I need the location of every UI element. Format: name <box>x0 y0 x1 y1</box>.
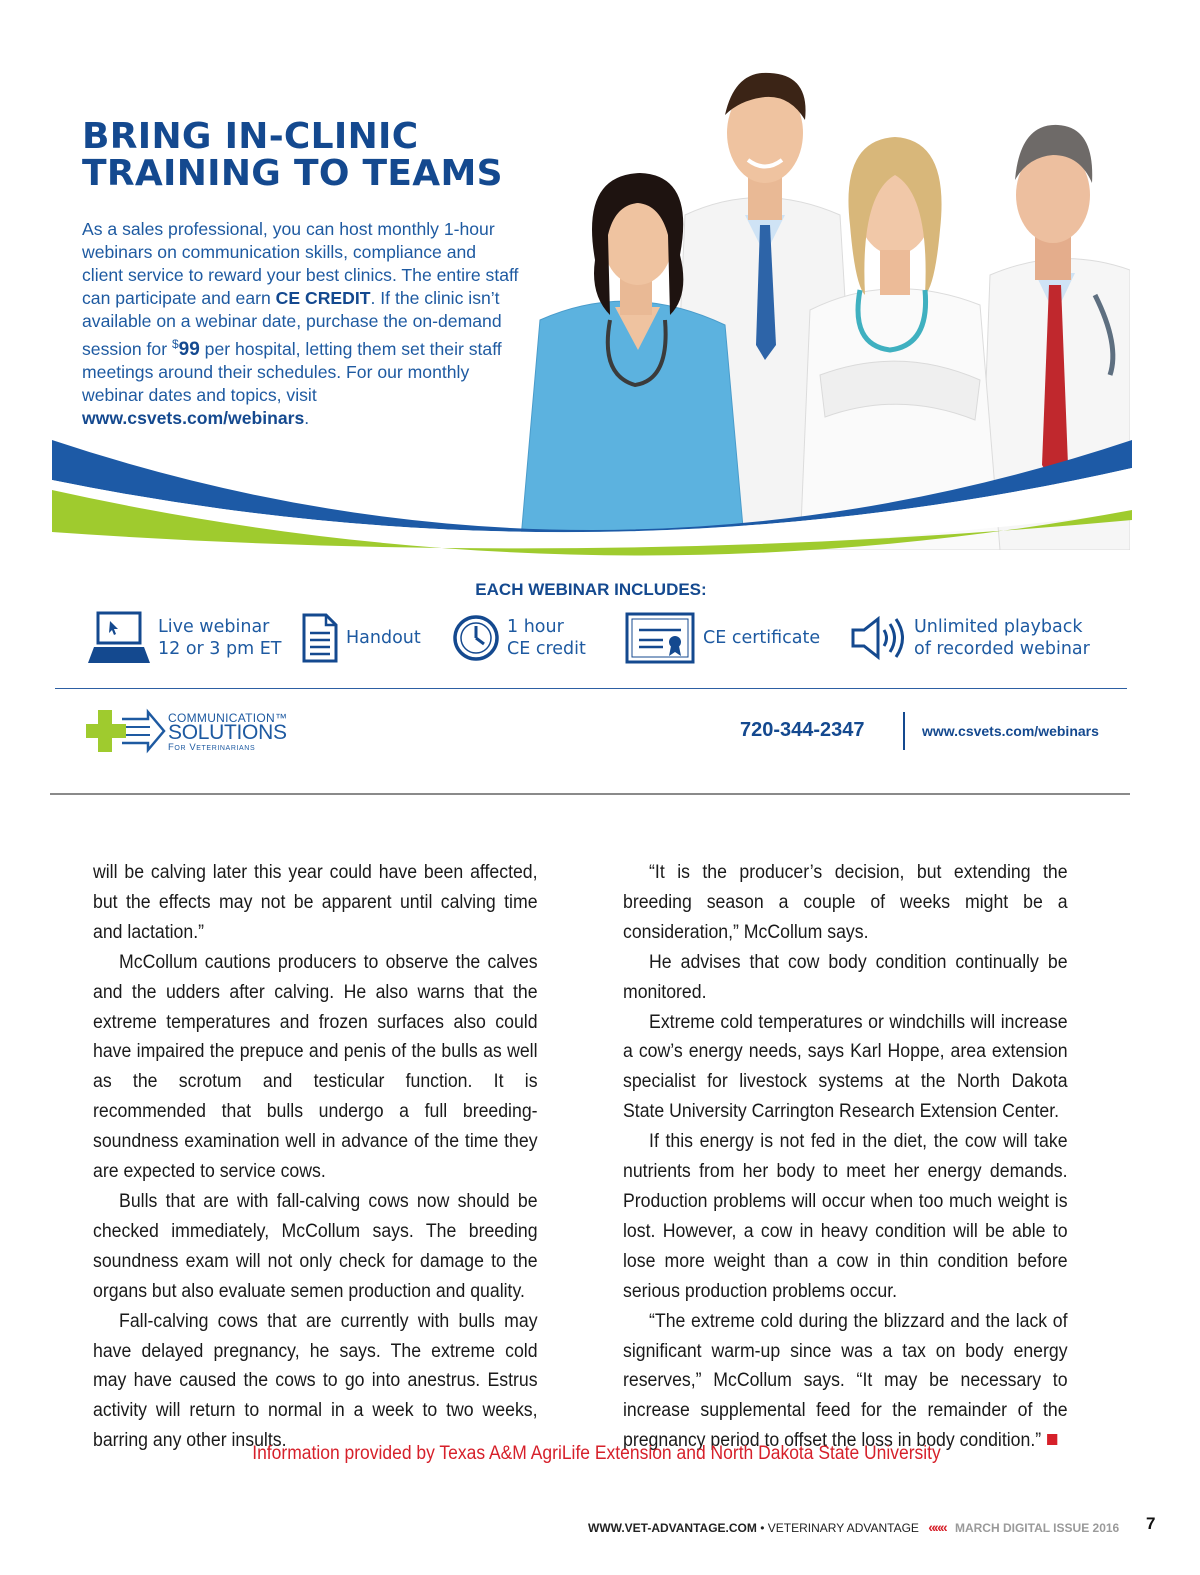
feature-playback-line2: of recorded webinar <box>914 639 1090 659</box>
feature-unlimited-playback <box>850 608 1090 668</box>
ad-body-part1: As a sales professional, you can host monthly 1-hour webinars on communication skills, compliance and client service to reward your best clinics. The entire staff can participate and earn <box>82 219 519 308</box>
contact-divider <box>903 712 905 750</box>
decorative-swoosh <box>52 420 1132 580</box>
ad-phone-number[interactable]: 720-344-2347 <box>740 719 865 741</box>
ad-body-part3: per hospital, letting them set their staff meetings around their schedules. For our monthly webinar dates and topics, visit <box>82 338 502 405</box>
feature-live-webinar <box>88 608 281 668</box>
price-symbol: $ <box>171 337 179 351</box>
article-paragraph-last-text: “The extreme cold during the blizzard and the lack of significant warm-up since was a tax on body energy reserves,” McCollum says. “It may be necessary to increase supplemental feed for the remainder of the pregnancy period to offset the loss in body condition.” <box>623 1310 1068 1452</box>
article-paragraph: If this energy is not fed in the diet, the cow will take nutrients from her body to meet her energy demands. Production problems will occur when too much weight is lost. However, a cow in heavy condition will be able to lose more weight than a cow in thin condition before serious production problems occur. <box>623 1131 1068 1302</box>
ad-website-link[interactable]: www.csvets.com/webinars <box>922 723 1099 739</box>
feature-ce-certificate <box>625 608 820 668</box>
ad-headline-line1: BRING IN-CLINIC <box>82 116 419 157</box>
feature-handout-label: Handout <box>346 628 421 648</box>
ad-body-text <box>82 218 522 430</box>
feature-live-webinar-line2: 12 or 3 pm ET <box>158 639 282 659</box>
page-footer <box>588 1519 1119 1535</box>
ad-headline-line2: TRAINING TO TEAMS <box>82 153 503 194</box>
logo-text-veterinarians: For Veterinarians <box>168 742 256 753</box>
article-column-right <box>623 858 1068 1456</box>
ad-body-end: . <box>304 407 310 428</box>
includes-heading: EACH WEBINAR INCLUDES: <box>475 580 707 599</box>
footer-site[interactable]: WWW.VET-ADVANTAGE.COM <box>588 1521 757 1535</box>
article-column-left <box>93 858 538 1456</box>
logo-text-communication: COMMUNICATION™ <box>168 711 288 725</box>
certificate-icon <box>625 612 695 664</box>
feature-ce-credit-line1: 1 hour <box>507 617 564 637</box>
article-paragraph: Fall-calving cows that are currently with bulls may have delayed pregnancy, he says. The extreme cold may have caused the cows to go into anestrus. Estrus activity will return to normal in a week to two weeks, barring any other insults. <box>93 1310 538 1452</box>
plus-arrow-logo-icon <box>86 706 166 756</box>
source-credit: Information provided by Texas A&M AgriLife Extension and North Dakota State University <box>252 1443 941 1464</box>
speaker-icon <box>850 615 906 661</box>
article-paragraph: He advises that cow body condition continually be monitored. <box>623 951 1068 1003</box>
feature-handout <box>302 608 421 668</box>
article-paragraph: Extreme cold temperatures or windchills will increase a cow’s energy needs, says Karl Hoppe, area extension specialist for livestock systems at the North Dakota State University Carrington Research Extension Center. <box>623 1011 1068 1123</box>
laptop-icon <box>88 609 150 667</box>
price-value: 99 <box>178 338 200 360</box>
ad-headline <box>82 118 552 192</box>
ad-body-part2: . If the clinic isn’t available on a webinar date, purchase the on-demand session for <box>82 288 502 359</box>
ad-body-link[interactable]: www.csvets.com/webinars <box>82 407 305 428</box>
feature-ce-credit-line2: CE credit <box>507 639 586 659</box>
logo-text-solutions: SOLUTIONS <box>168 721 287 744</box>
clock-icon <box>453 615 499 661</box>
footer-arrows-icon: ««« <box>928 1519 946 1535</box>
feature-ce-credit <box>453 608 586 668</box>
feature-playback-line1: Unlimited playback <box>914 617 1083 637</box>
ad-divider <box>55 688 1127 689</box>
article-paragraph: “It is the producer’s decision, but extending the breeding season a couple of weeks might be a consideration,” McCollum says. <box>623 862 1068 943</box>
feature-ce-certificate-label: CE certificate <box>703 628 821 648</box>
article-paragraph: Bulls that are with fall-calving cows now should be checked immediately, McCollum says. The breeding soundness exam will not only check for damage to the organs but also evaluate semen production and quality. <box>93 1190 538 1302</box>
article-paragraph: will be calving later this year could have been affected, but the effects may not be apparent until calving time and lactation.” <box>93 862 538 943</box>
ce-credit-emphasis: CE CREDIT <box>275 288 371 308</box>
article-paragraph: McCollum cautions producers to observe the calves and the udders after calving. He also warns that the extreme temperatures and frozen surfaces also could have impaired the prepuce and penis of the bulls as well as the scrotum and testicular function. It is recommended that bulls undergo a full breeding-soundness examination well in advance of the time they are expected to service cows. <box>93 951 538 1183</box>
ad-bottom-rule <box>50 793 1130 795</box>
footer-issue: MARCH DIGITAL ISSUE 2016 <box>954 1521 1120 1535</box>
footer-publication: VETERINARY ADVANTAGE <box>767 1521 919 1535</box>
communication-solutions-logo <box>86 706 306 756</box>
document-icon <box>302 613 338 663</box>
article-paragraph-last <box>623 1307 1068 1457</box>
footer-separator: • <box>760 1521 765 1535</box>
feature-live-webinar-line1: Live webinar <box>158 617 270 637</box>
page-number: 7 <box>1146 1514 1156 1533</box>
